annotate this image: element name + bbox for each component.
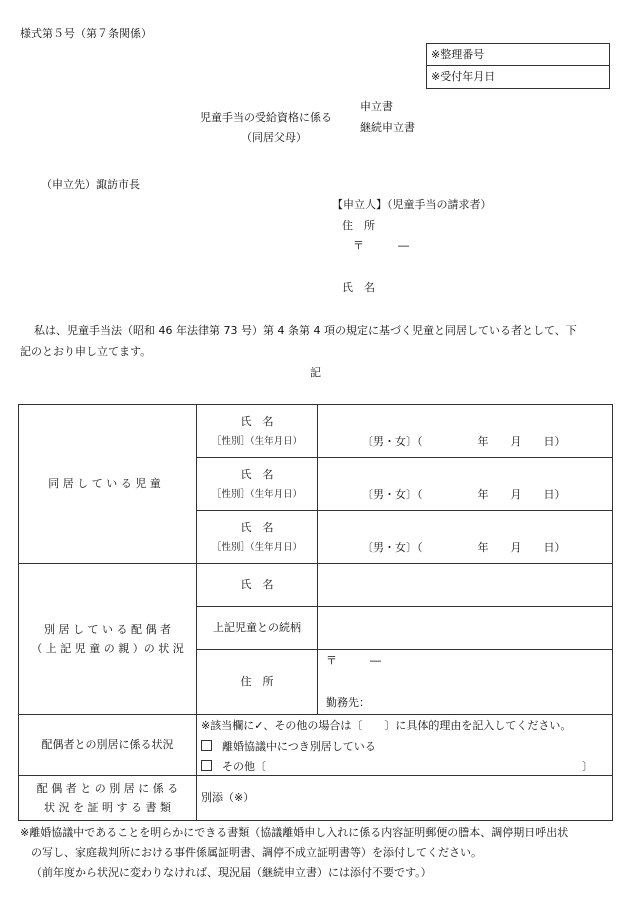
spouse-label-line-1: 別 居 し て い る 配 偶 者 bbox=[44, 622, 171, 636]
statement-line-2: 記のとおり申し立てます。 bbox=[20, 345, 152, 358]
child-name-label: 氏 名 bbox=[240, 520, 274, 534]
reason-other-close-bracket: 〕 bbox=[582, 760, 593, 773]
child-name-label: 氏 名 bbox=[240, 414, 274, 428]
office-box-row-date: ※受付年月日 bbox=[427, 65, 609, 87]
form-subtitle: （同居父母） bbox=[241, 131, 307, 144]
child-sex-dob-label: ［性別］（生年月日） bbox=[211, 541, 303, 553]
proof-section-value: 別添（※） bbox=[197, 776, 613, 821]
spouse-relation-label: 上記児童との続柄 bbox=[197, 607, 318, 650]
spouse-label-line-2: （ 上 記 児 童 の 親 ）の 状 況 bbox=[31, 642, 184, 655]
child-sex-dob-label: ［性別］（生年月日） bbox=[211, 435, 303, 447]
child-sex-dob-label: ［性別］（生年月日） bbox=[211, 488, 303, 500]
child-1-labels bbox=[197, 405, 318, 458]
title-option-application[interactable]: 申立書 bbox=[360, 100, 393, 113]
applicant-address-label: 住 所 bbox=[342, 219, 375, 232]
spouse-workplace-label: 勤務先： bbox=[326, 696, 370, 709]
form-title: 児童手当の受給資格に係る bbox=[200, 111, 332, 124]
note-line-3: （前年度から状況に変わりなければ、現況届（継続申立書）には添付不要です。） bbox=[31, 866, 432, 879]
child-1-sex-dob-value[interactable]: 〔男・女〕（ 年 月 日） bbox=[362, 435, 566, 448]
spouse-address-input[interactable] bbox=[318, 650, 613, 715]
child-1-input[interactable] bbox=[318, 405, 613, 458]
checkbox-icon[interactable] bbox=[201, 760, 212, 771]
checkbox-icon[interactable] bbox=[201, 740, 212, 751]
spouse-name-input[interactable] bbox=[318, 564, 613, 607]
reason-instruction: ※該当欄に✓、その他の場合は〔 〕に具体的理由を記入してください。 bbox=[201, 719, 572, 732]
reason-option-divorce-talks-label: 離婚協議中につき別居している bbox=[222, 740, 376, 753]
child-2-input[interactable] bbox=[318, 458, 613, 511]
proof-label-line-1: 配 偶 者 と の 別 居 に 係 る bbox=[36, 782, 179, 796]
statement-line-1: 私は、児童手当法（昭和 46 年法律第 73 号）第 4 条第 4 項の規定に基づく児童と同居している者として、下 bbox=[34, 324, 577, 337]
spouse-address-label: 住 所 bbox=[197, 650, 318, 715]
title-option-renewal[interactable]: 継続申立書 bbox=[360, 121, 415, 134]
reason-option-divorce-talks[interactable] bbox=[201, 740, 376, 753]
spouse-relation-input[interactable] bbox=[318, 607, 613, 650]
proof-label-line-2: 状 況 を 証 明 す る 書 類 bbox=[44, 800, 171, 814]
spouse-postal-mark: 〒 bbox=[326, 654, 337, 667]
note-line-1: ※離婚協議中であることを明らかにできる書類（協議離婚申し入れに係る内容証明郵便の謄本、調停期日呼出状 bbox=[20, 826, 569, 839]
addressee: （申立先）諏訪市長 bbox=[41, 178, 140, 191]
applicant-postal-mark: 〒 bbox=[353, 239, 364, 252]
office-use-box bbox=[426, 43, 610, 89]
reason-option-other[interactable] bbox=[201, 760, 266, 773]
reason-section-label: 配偶者との別居に係る状況 bbox=[19, 715, 197, 776]
reason-section-content bbox=[197, 715, 613, 776]
applicant-postal-dash: ― bbox=[398, 239, 409, 252]
form-number: 様式第５号（第７条関係） bbox=[20, 27, 152, 40]
note-line-2: の写し、家庭裁判所における事件係属証明書、調停不成立証明書等）を添付してください。 bbox=[31, 846, 482, 859]
reason-option-other-label: その他〔 bbox=[222, 760, 266, 773]
child-3-input[interactable] bbox=[318, 511, 613, 564]
application-table bbox=[18, 404, 613, 821]
spouse-name-label: 氏 名 bbox=[197, 564, 318, 607]
applicant-name-label: 氏 名 bbox=[342, 281, 375, 294]
proof-section-label bbox=[19, 776, 197, 821]
child-3-sex-dob-value[interactable]: 〔男・女〕（ 年 月 日） bbox=[362, 541, 566, 554]
children-section-label: 同 居 し て い る 児 童 bbox=[19, 405, 197, 564]
child-name-label: 氏 名 bbox=[240, 467, 274, 481]
spouse-postal-dash: ― bbox=[370, 654, 381, 667]
child-2-sex-dob-value[interactable]: 〔男・女〕（ 年 月 日） bbox=[362, 488, 566, 501]
ki-heading: 記 bbox=[310, 366, 321, 379]
applicant-heading: 【申立人】（児童手当の請求者） bbox=[332, 198, 492, 211]
child-3-labels bbox=[197, 511, 318, 564]
office-box-row-number: ※整理番号 bbox=[431, 48, 485, 61]
child-2-labels bbox=[197, 458, 318, 511]
spouse-section-label bbox=[19, 564, 197, 715]
